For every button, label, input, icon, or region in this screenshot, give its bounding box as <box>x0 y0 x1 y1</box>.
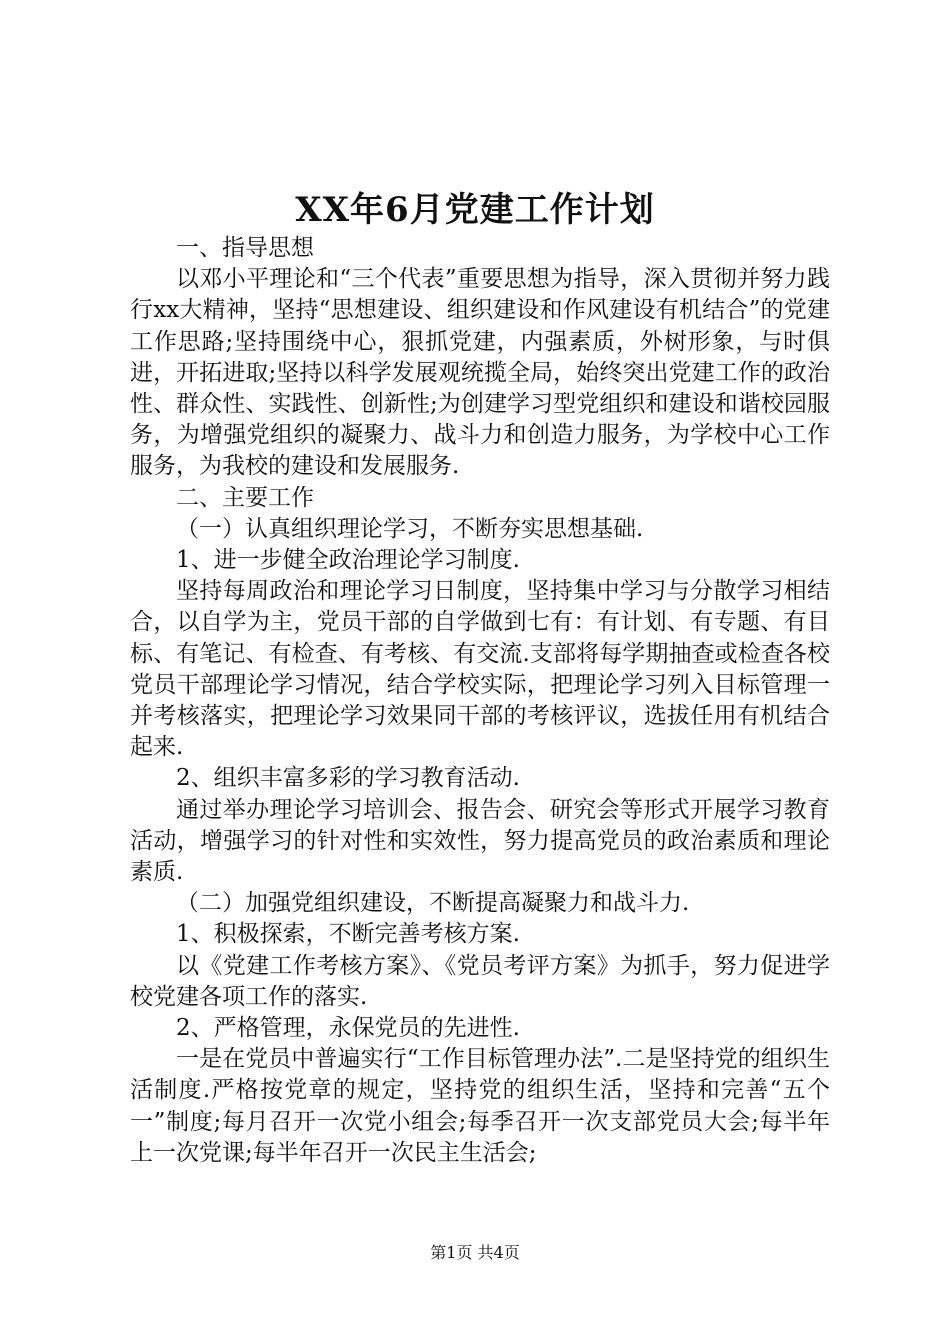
paragraph-guiding-ideology: 以邓小平理论和“三个代表”重要思想为指导，深入贯彻并努力践行xx大精神，坚持“思想建设、组织建设和作风建设有机结合”的党建工作思路;坚持围绕中心，狠抓党建，内强素质，外树形象，与时俱进，开拓进取;坚持以科学发展观统揽全局，始终突出党建工作的政治性、群众性、实践性、创新性;为创建学习型党组织和建设和谐校园服务，为增强党组织的凝聚力、战斗力和创造力服务，为学校中心工作服务，为我校的建设和发展服务. <box>130 266 830 480</box>
heading-main-work: 二、主要工作 <box>176 484 314 511</box>
item-study-system: 1、进一步健全政治理论学习制度. <box>176 547 520 574</box>
item-strict-management: 2、严格管理，永保党员的先进性. <box>176 1015 520 1042</box>
paragraph-assessment-plan: 以《党建工作考核方案》、《党员考评方案》为抓手，努力促进学校党建各项工作的落实. <box>130 952 830 1010</box>
item-education-activities: 2、组织丰富多彩的学习教育活动. <box>176 765 520 792</box>
paragraph-study-system: 坚持每周政治和理论学习日制度，坚持集中学习与分散学习相结合，以自学为主，党员干部的自学做到七有：有计划、有专题、有目标、有笔记、有检查、有考核、有交流.支部将每学期抽查或检查各校党员干部理论学习情况，结合学校实际，把理论学习列入目标管理一并考核落实，把理论学习效果同干部的考核评议，选拔任用有机结合起来. <box>130 578 830 761</box>
heading-guiding-ideology: 一、指导思想 <box>176 235 314 261</box>
page-footer: 第1页 共4页 <box>430 1243 520 1262</box>
subheading-theory-study: （一）认真组织理论学习，不断夯实思想基础. <box>176 515 644 542</box>
document-title: XX年6月党建工作计划 <box>295 190 655 230</box>
subheading-organization-building: （二）加强党组织建设，不断提高凝聚力和战斗力. <box>176 890 690 917</box>
paragraph-education-activities: 通过举办理论学习培训会、报告会、研究会等形式开展学习教育活动，增强学习的针对性和实效性，努力提高党员的政治素质和理论素质. <box>130 796 830 886</box>
document-body <box>130 233 830 1169</box>
paragraph-strict-management: 一是在党员中普遍实行“工作目标管理办法”.二是坚持党的组织生活制度.严格按党章的规定，坚持党的组织生活，坚持和完善“五个一”制度;每月召开一次党小组会;每季召开一次支部党员大会;每半年上一次党课;每半年召开一次民主生活会; <box>130 1046 830 1166</box>
item-assessment-plan: 1、积极探索，不断完善考核方案. <box>176 921 520 948</box>
